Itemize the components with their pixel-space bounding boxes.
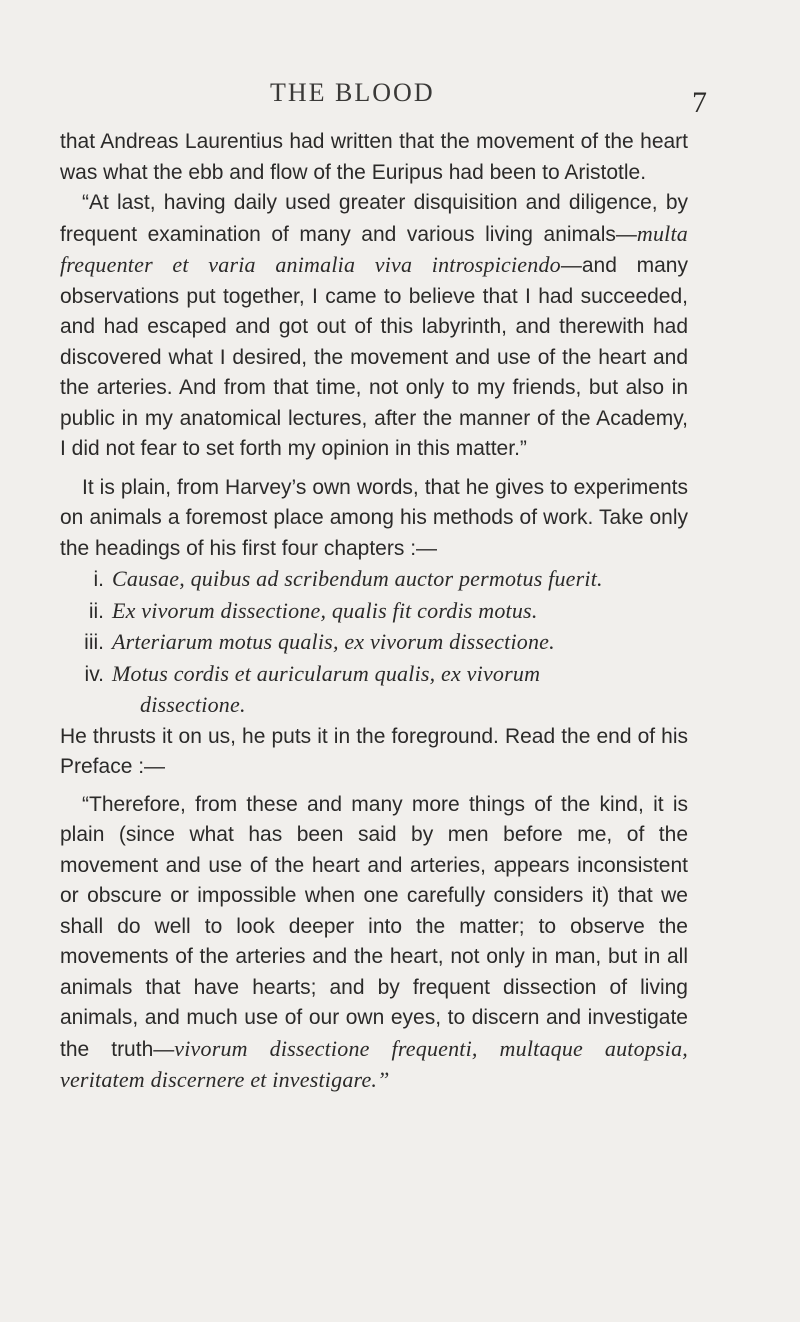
- chapter-headings-list: [60, 564, 688, 722]
- chapter-title: Causae, quibus ad scribendum auctor permotus fuerit.: [112, 566, 603, 591]
- preface-text: “Therefore, from these and many more things of the kind, it is plain (since what has been said by men before me, of the movement and use of the heart and arteries, appears inconsistent or obscure or impossible when one carefully considers it) that we shall do well to look deeper into the matter; to observe the movements of the arteries and the heart, not only in man, but in all animals that have hearts; and by frequent dissection of living animals, and much use of our own eyes, to discern and investigate the truth—: [60, 792, 688, 1061]
- chapter-title: Ex vivorum dissectione, qualis fit cordis motus.: [112, 597, 538, 623]
- paragraph-preface-quote: [60, 790, 688, 1097]
- latin-phrase: multa frequenter et varia animalia viva introspiciendo: [60, 220, 688, 277]
- paragraph-harvey-quote: [60, 188, 688, 465]
- body-text: [60, 127, 688, 1097]
- chapter-heading: [60, 596, 688, 628]
- running-head: THE BLOOD: [270, 78, 435, 107]
- chapter-title: Motus cordis et auricularum qualis, ex vivorum: [112, 660, 541, 686]
- latin-phrase: vivorum dissectione frequenti, multaque autopsia, veritatem discernere et investigare.: [60, 1035, 688, 1092]
- quote-text-cont: —and many observations put together, I came to believe that I had succeeded, and had escaped and got out of this labyrinth, and therewith had discovered what I desired, the movement and use of the heart and the arteries. And from that time, not only to my friends, but also in public in my anatomical lectures, after the manner of the Academy, I did not fear to set forth my opinion in this matter.”: [60, 254, 688, 460]
- chapter-title: Arteriarum motus qualis, ex vivorum dissectione.: [112, 629, 555, 654]
- chapter-number: ii.: [88, 599, 104, 623]
- chapter-heading: [60, 659, 688, 691]
- chapter-title-cont: dissectione.: [140, 692, 246, 717]
- chapter-number: iv.: [84, 662, 104, 686]
- paragraph-continued: that Andreas Laurentius had written that the movement of the heart was what the ebb and flow of the Euripus had been to Aristotle.: [60, 130, 688, 184]
- chapter-heading: [60, 564, 688, 596]
- paragraph-commentary: It is plain, from Harvey’s own words, that he gives to experiments on animals a foremost place among his methods of work. Take only the headings of his first four chapters :—: [60, 475, 688, 560]
- chapter-heading-continuation: [60, 690, 688, 722]
- closing-quote: ”: [377, 1067, 390, 1092]
- chapter-number: iii.: [84, 631, 104, 654]
- page-number: 7: [692, 86, 707, 119]
- chapter-number: i.: [93, 568, 104, 591]
- paragraph-foreground: He thrusts it on us, he puts it in the foreground. Read the end of his Preface :—: [60, 724, 688, 778]
- page-header: [0, 78, 800, 118]
- chapter-heading: [60, 627, 688, 659]
- quote-text: “At last, having daily used greater disquisition and diligence, by frequent examination of many and various living animals—: [60, 191, 688, 246]
